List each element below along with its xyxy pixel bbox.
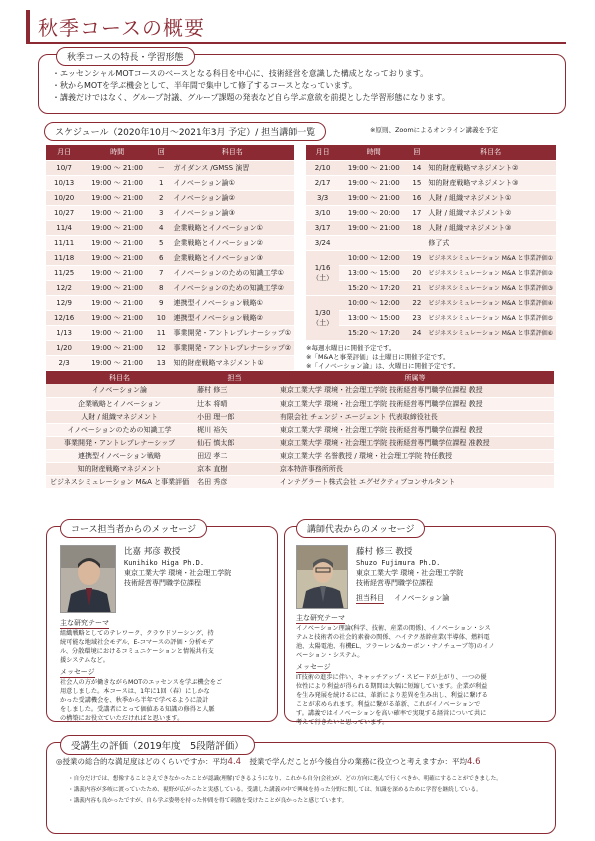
subject-cell: 知的財産戦略マネジメント②: [425, 160, 556, 175]
date-cell: 11/25: [46, 265, 82, 280]
date-cell: 10/27: [46, 205, 82, 220]
time-cell: 13:00 ～ 15:00: [339, 265, 408, 280]
message-line: IT技術の進歩に伴い、キャッチアップ・スピードが上がり、一つの優: [296, 674, 487, 681]
research-line: ベーション・システム。: [296, 652, 364, 659]
lecturer-photo: [296, 545, 348, 609]
session-cell: 19: [408, 250, 425, 265]
date-text: 1/30: [314, 308, 331, 317]
time-cell: 13:00 ～ 15:00: [339, 310, 408, 325]
message-line: 社会人の方が働きながらMOTのエッセンスを学ぶ機会をご: [60, 679, 223, 686]
time-cell: 19:00 ～ 20:00: [339, 205, 408, 220]
date-cell: 2/10: [306, 160, 339, 175]
session-cell: 15: [408, 175, 425, 190]
lecturer-cell: 名田 秀彦: [193, 475, 276, 488]
col-header-affiliation: 所属等: [276, 371, 554, 384]
instructor-row: [46, 423, 554, 436]
subject-cell: 企業戦略とイノベーション: [46, 397, 193, 410]
subject-cell: 人財 / 組織マネジメント①: [425, 190, 556, 205]
session-cell: 20: [408, 265, 425, 280]
title-rule: [26, 42, 566, 44]
col-header-date: 月日: [46, 145, 82, 160]
subject-cell: イノベーションのための知識工学: [46, 423, 193, 436]
subject-cell: イノベーションのための知識工学②: [171, 280, 294, 295]
subject-cell: 事業開発・アントレプレナーシップ②: [171, 340, 294, 355]
schedule-table-left: [46, 145, 294, 371]
lecturer-name-en: Shuzo Fujimura Ph.D.: [356, 559, 441, 567]
session-cell: 11: [152, 325, 171, 340]
col-header-subject: 科目名: [46, 371, 193, 384]
subject-cell: 企業戦略とイノベーション①: [171, 220, 294, 235]
professor-name-en: Kunihiko Higa Ph.D.: [124, 559, 205, 567]
satisfaction-question: ◎授業の総合的な満足度はどのくらいですか：平均: [56, 757, 228, 766]
course-research: [60, 619, 272, 723]
time-cell: 19:00 ～ 21:00: [339, 160, 408, 175]
schedule-row: [46, 250, 294, 265]
lecturer-contact: [356, 546, 463, 604]
session-cell: 23: [408, 310, 425, 325]
affiliation-cell: 東京工業大学 環境・社会理工学院 技術経営専門職学位課程 教授: [276, 423, 554, 436]
time-cell: 15:20 ～ 17:20: [339, 280, 408, 295]
schedule-row: [46, 205, 294, 220]
research-line: 援システムなど。: [60, 657, 109, 664]
schedule-table-right: [306, 145, 556, 371]
affiliation-cell: 東京工業大学 環境・社会理工学院 技術経営専門職学位課程 教授: [276, 397, 554, 410]
time-cell: 19:00 ～ 21:00: [82, 355, 152, 370]
session-cell: 7: [152, 265, 171, 280]
subject-cell: 人財 / 組織マネジメント②: [425, 205, 556, 220]
professor-affiliation: 東京工業大学 環境・社会理工学院: [124, 569, 232, 577]
evaluation-comments: [68, 774, 502, 807]
subject-cell: ビジネスシミュレーション M&A と事業評価①: [425, 250, 556, 265]
schedule-row: [46, 280, 294, 295]
lecturer-cell: 梶川 裕矢: [193, 423, 276, 436]
date-cell: 10/13: [46, 175, 82, 190]
subject-cell: イノベーション論①: [171, 175, 294, 190]
session-cell: 21: [408, 280, 425, 295]
schedule-row: [46, 340, 294, 355]
affiliation-cell: 東京工業大学 環境・社会理工学院 技術経営専門職学位課程 教授: [276, 384, 554, 397]
date-cell: 1/20: [46, 340, 82, 355]
session-cell: 16: [408, 190, 425, 205]
title-bar: [26, 10, 566, 42]
instructor-table: [46, 371, 554, 489]
session-cell: 14: [408, 160, 425, 175]
subject-cell: 知的財産戦略マネジメント: [46, 462, 193, 475]
col-header-subject: 科目名: [425, 145, 556, 160]
usefulness-score: 4.6: [466, 757, 481, 767]
research-line: テムと技術者の社会的素養の関係、ハイテク基幹産業(半導体、燃料電: [296, 634, 490, 641]
date-cell: 2/3: [46, 355, 82, 370]
comment-line: ・講義内容が多岐に渡っていたため、視野が広がったと実感している。受講した講義の中で興味を持った分野に関しては、知識を深めるために学習を継続している。: [68, 787, 482, 793]
date-cell: 11/11: [46, 235, 82, 250]
message-line: 考えて行きたいと思っています。: [296, 719, 389, 726]
lecturer-name: 藤村 修三 教授: [356, 547, 413, 557]
session-cell: 4: [152, 220, 171, 235]
date-cell: 3/17: [306, 220, 339, 235]
subject-cell: 知的財産戦略マネジメント③: [425, 175, 556, 190]
date-cell: 10/20: [46, 190, 82, 205]
date-text: 1/16: [314, 263, 331, 272]
schedule-row: [306, 295, 556, 310]
subject-cell: 人財 / 組織マネジメント: [46, 410, 193, 423]
date-cell: 3/3: [306, 190, 339, 205]
message-line: 位性により利益が得られる期間は大幅に短縮しています。企業が利益: [296, 683, 488, 690]
portrait-image: [297, 546, 348, 609]
lecturer-research: [296, 614, 550, 727]
time-cell: 19:00 ～ 21:00: [82, 220, 152, 235]
session-cell: 18: [408, 220, 425, 235]
subject-cell: 連携型イノベーション戦略①: [171, 295, 294, 310]
instructor-row: [46, 397, 554, 410]
affiliation-cell: 東京工業大学 環境・社会理工学院 技術経営専門職学位課程 准教授: [276, 436, 554, 449]
col-header-session: 回: [408, 145, 425, 160]
portrait-image: [61, 546, 116, 613]
time-cell: 19:00 ～ 21:00: [82, 280, 152, 295]
lecturer-cell: 田辺 孝二: [193, 449, 276, 462]
session-cell: 3: [152, 205, 171, 220]
col-header-date: 月日: [306, 145, 339, 160]
date-cell: 2/17: [306, 175, 339, 190]
session-cell: 13: [152, 355, 171, 370]
time-cell: 19:00 ～ 21:00: [339, 220, 408, 235]
session-cell: －: [152, 160, 171, 175]
time-cell: 19:00 ～ 21:00: [339, 190, 408, 205]
subject-cell: 知的財産戦略マネジメント①: [171, 355, 294, 370]
schedule-row: [306, 280, 556, 295]
lecturer-program: 技術経営専門職学位課程: [356, 579, 433, 587]
session-cell: 9: [152, 295, 171, 310]
research-line: 続可能な地域社会モデル、E-コマースの評価・分析モデ: [60, 639, 214, 646]
subject-cell: イノベーション論②: [171, 190, 294, 205]
schedule-row: [46, 175, 294, 190]
comment-line: ・自分だけでは、想像することさえできなかったことが認識(理解)できるようになり、これから自分(会社)が、どの方向に進んで行くべきか、明確にすることができました。: [68, 776, 502, 782]
schedule-row: [46, 355, 294, 370]
schedule-label: スケジュール（2020年10月～2021年3月 予定）/ 担当講師一覧: [44, 122, 326, 141]
schedule-row: [46, 190, 294, 205]
schedule-row: [306, 250, 556, 265]
research-heading: 主な研究テーマ: [296, 614, 345, 622]
subject-cell: イノベーションのための知識工学①: [171, 265, 294, 280]
col-header-time: 時間: [339, 145, 408, 160]
date-cell: 12/16: [46, 310, 82, 325]
message-heading: メッセージ: [296, 663, 331, 671]
evaluation-label: 受講生の評価（2019年度 5段階評価）: [60, 735, 255, 755]
affiliation-cell: 東京工業大学 名誉教授 / 環境・社会理工学院 特任教授: [276, 449, 554, 462]
schedule-row: [306, 325, 556, 340]
col-header-lecturer: 担当: [193, 371, 276, 384]
time-cell: 19:00 ～ 21:00: [82, 175, 152, 190]
time-cell: 10:00 ～ 12:00: [339, 250, 408, 265]
schedule-row: [306, 205, 556, 220]
session-cell: 5: [152, 235, 171, 250]
instructor-row: [46, 384, 554, 397]
time-cell: 19:00 ～ 21:00: [82, 295, 152, 310]
schedule-row: [46, 310, 294, 325]
schedule-row: [46, 265, 294, 280]
col-header-session: 回: [152, 145, 171, 160]
schedule-row: [46, 235, 294, 250]
date-cell: 10/7: [46, 160, 82, 175]
schedule-row: [46, 295, 294, 310]
message-line: 用意しました。本コースは、1年に1回（春）にしかな: [60, 688, 210, 695]
session-cell: [408, 235, 425, 250]
subject-value: イノベーション論: [394, 594, 450, 602]
session-cell: 12: [152, 340, 171, 355]
professor-name: 比嘉 邦彦 教授: [124, 547, 181, 557]
date-cell: 3/24: [306, 235, 339, 250]
research-line: 池、太陽電池、有機EL、フラーレン&カーボン・ナノチューブ等)のイノ: [296, 643, 495, 650]
session-cell: 6: [152, 250, 171, 265]
subject-cell: 事業開発・アントレプレナーシップ: [46, 436, 193, 449]
schedule-row: [306, 160, 556, 175]
time-cell: 19:00 ～ 21:00: [82, 160, 152, 175]
lecturer-cell: 京本 直樹: [193, 462, 276, 475]
satisfaction-score: 4.4: [227, 757, 242, 767]
date-cell: 1/13: [46, 325, 82, 340]
lecturer-message-label: 講師代表からのメッセージ: [296, 519, 425, 538]
subject-heading: 担当科目: [356, 594, 384, 602]
time-cell: 19:00 ～ 21:00: [82, 235, 152, 250]
course-message-label: コース担当者からのメッセージ: [60, 519, 207, 538]
subject-cell: 事業開発・アントレプレナーシップ①: [171, 325, 294, 340]
date-cell: 3/10: [306, 205, 339, 220]
schedule-note: ※「イノベーション論」は、火曜日に開催予定です。: [306, 361, 460, 370]
message-line: ことが求められます。利益に繋がる革新、これがイノベーションで: [296, 701, 481, 708]
research-line: ル、分散環境におけるコミュニケーションと情報共有支: [60, 648, 214, 655]
time-cell: 19:00 ～ 21:00: [82, 325, 152, 340]
date-cell: 11/4: [46, 220, 82, 235]
schedule-note: ※毎週水曜日に開催予定です。: [306, 343, 396, 352]
feature-line: ・講義だけではなく、グループ討議、グループ課題の発表など自ら学ぶ意欲を前提とした学習形態になります。: [52, 93, 450, 102]
time-cell: 19:00 ～ 21:00: [82, 265, 152, 280]
subject-cell: 連携型イノベーション戦略: [46, 449, 193, 462]
subject-cell: ビジネスシミュレーション M&A と事業評価②: [425, 265, 556, 280]
evaluation-summary: [56, 756, 481, 767]
instructor-row: [46, 436, 554, 449]
message-line: を生み発展を続けるには、革新により差異を生み出し、利益に繋げる: [296, 692, 488, 699]
features-label: 秋季コースの特長・学習形態: [56, 47, 195, 66]
schedule-row: [306, 190, 556, 205]
col-header-subject: 科目名: [171, 145, 294, 160]
time-cell: 10:00 ～ 12:00: [339, 295, 408, 310]
subject-cell: 人財 / 組織マネジメント③: [425, 220, 556, 235]
affiliation-cell: インテグラート株式会社 エグゼクティブコンサルタント: [276, 475, 554, 488]
feature-line: ・秋からMOTを学ぶ機会として、半年間で集中して修了するコースとなっています。: [52, 81, 357, 90]
message-line: す。講義ではイノベーションを高い確率で実現する経営について共に: [296, 710, 487, 717]
lecturer-cell: 藤村 修三: [193, 384, 276, 397]
instructor-row: [46, 410, 554, 423]
professor-photo: [60, 545, 116, 613]
schedule-row: [306, 220, 556, 235]
usefulness-question: 授業で学んだことが今後自分の業務に役立つと考えますか：平均: [249, 757, 467, 766]
subject-cell: ビジネスシミュレーション M&A と事業評価③: [425, 280, 556, 295]
professor-program: 技術経営専門職学位課程: [124, 579, 201, 587]
lecturer-cell: 辻本 将晴: [193, 397, 276, 410]
schedule-row: [306, 310, 556, 325]
schedule-row: [306, 235, 556, 250]
schedule-row: [306, 175, 556, 190]
message-heading: メッセージ: [60, 668, 95, 676]
instructor-row: [46, 462, 554, 475]
affiliation-cell: 京本特許事務所所長: [276, 462, 554, 475]
date-cell: 12/2: [46, 280, 82, 295]
schedule-row: [306, 265, 556, 280]
time-cell: 19:00 ～ 21:00: [82, 190, 152, 205]
session-cell: 2: [152, 190, 171, 205]
instructor-row: [46, 449, 554, 462]
session-cell: 17: [408, 205, 425, 220]
research-line: 組織戦略としてのテレワーク、クラウドソーシング、持: [60, 630, 214, 637]
subject-cell: イノベーション論: [46, 384, 193, 397]
lecturer-cell: 仙石 慎太郎: [193, 436, 276, 449]
features-list: [52, 68, 450, 104]
schedule-note: ※「M&Aと事業評価」は土曜日に開催予定です。: [306, 352, 450, 361]
message-line: かった受講機会を、秋季から半年で学べるように設計: [60, 697, 209, 704]
subject-cell: 修了式: [425, 235, 556, 250]
subject-cell: ビジネスシミュレーション M&A と事業評価④: [425, 295, 556, 310]
schedule-row: [46, 220, 294, 235]
col-header-time: 時間: [82, 145, 152, 160]
lecturer-affiliation: 東京工業大学 環境・社会理工学院: [356, 569, 464, 577]
schedule-row: [46, 325, 294, 340]
date-cell: [306, 250, 339, 295]
weekday-text: （土）: [312, 318, 334, 327]
online-note: ※原則、Zoomによるオンライン講義を予定: [370, 126, 498, 134]
time-cell: 19:00 ～ 21:00: [82, 205, 152, 220]
page-title: 秋季コースの概要: [38, 16, 205, 40]
course-contact: [124, 546, 231, 588]
session-cell: 1: [152, 175, 171, 190]
time-cell: 19:00 ～ 21:00: [82, 250, 152, 265]
session-cell: 22: [408, 295, 425, 310]
message-line: をしました。受講者にとって価値ある知識の修得と人脈: [60, 706, 215, 713]
date-cell: [306, 295, 339, 340]
weekday-text: （土）: [312, 273, 334, 282]
subject-cell: ビジネスシミュレーション M&A と事業評価⑥: [425, 325, 556, 340]
time-cell: 19:00 ～ 21:00: [82, 340, 152, 355]
research-heading: 主な研究テーマ: [60, 619, 109, 627]
subject-cell: ガイダンス /GMSS 演習: [171, 160, 294, 175]
message-line: の構築にお役立ていただければと思います。: [60, 715, 184, 722]
subject-cell: ビジネスシミュレーション M&A と事業評価⑤: [425, 310, 556, 325]
date-cell: 12/9: [46, 295, 82, 310]
subject-cell: ビジネスシミュレーション M&A と事業評価: [46, 475, 193, 488]
time-cell: 15:20 ～ 17:20: [339, 325, 408, 340]
subject-cell: 企業戦略とイノベーション②: [171, 235, 294, 250]
schedule-notes: [306, 344, 556, 371]
time-cell: 19:00 ～ 21:00: [339, 175, 408, 190]
lecturer-cell: 小田 理一郎: [193, 410, 276, 423]
comment-line: ・講義内容も良かったですが、自ら学ぶ姿勢を持った仲間を得て刺激を受けたことが良かったと感じています。: [68, 798, 348, 804]
subject-cell: 連携型イノベーション戦略②: [171, 310, 294, 325]
affiliation-cell: 有限会社 チェンジ・エージェント 代表取締役社長: [276, 410, 554, 423]
date-cell: 11/18: [46, 250, 82, 265]
session-cell: 8: [152, 280, 171, 295]
session-cell: 10: [152, 310, 171, 325]
lecturer-subject-row: [356, 593, 463, 604]
feature-line: ・エッセンシャルMOTコースのベースとなる科目を中心に、技術経営を意識した構成となっております。: [52, 69, 429, 78]
time-cell: [339, 235, 408, 250]
session-cell: 24: [408, 325, 425, 340]
subject-cell: 企業戦略とイノベーション③: [171, 250, 294, 265]
subject-cell: イノベーション論③: [171, 205, 294, 220]
schedule-row: [46, 160, 294, 175]
research-line: イノベーション理論(科学、技術、産業の関係)、イノベーション・シス: [296, 625, 491, 632]
time-cell: 19:00 ～ 21:00: [82, 310, 152, 325]
instructor-row: [46, 475, 554, 488]
